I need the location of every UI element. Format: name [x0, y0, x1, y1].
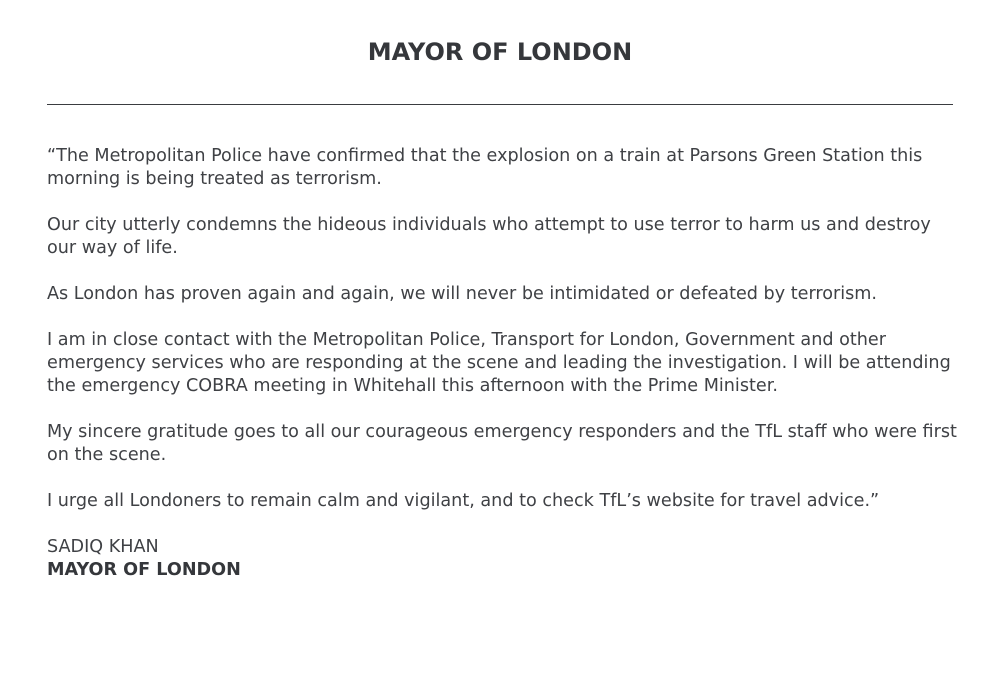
statement-paragraph: My sincere gratitude goes to all our courageous emergency responders and the TfL staff who were first on the scene.	[47, 422, 957, 465]
statement-paragraph: As London has proven again and again, we will never be intimidated or defeated by terrorism.	[47, 284, 878, 304]
header-divider	[47, 104, 953, 105]
page-title: MAYOR OF LONDON	[367, 38, 633, 66]
statement-paragraph: I am in close contact with the Metropolitan Police, Transport for London, Government and other emergency services who are responding at the scene and leading the investigation. I will be attending the emergency COBRA meeting in Whitehall this afternoon with the Prime Minister.	[47, 330, 951, 396]
signature-title: MAYOR OF LONDON	[47, 560, 241, 580]
statement-paragraph: “The Metropolitan Police have confirmed that the explosion on a train at Parsons Green Station this morning is being treated as terrorism.	[47, 146, 923, 189]
statement-paragraph: I urge all Londoners to remain calm and vigilant, and to check TfL’s website for travel advice.”	[47, 491, 880, 511]
signature-name: SADIQ KHAN	[47, 537, 159, 557]
statement-paragraph: Our city utterly condemns the hideous individuals who attempt to use terror to harm us and destroy our way of life.	[47, 215, 931, 258]
statement-body	[47, 145, 957, 582]
signature-block	[47, 536, 957, 582]
